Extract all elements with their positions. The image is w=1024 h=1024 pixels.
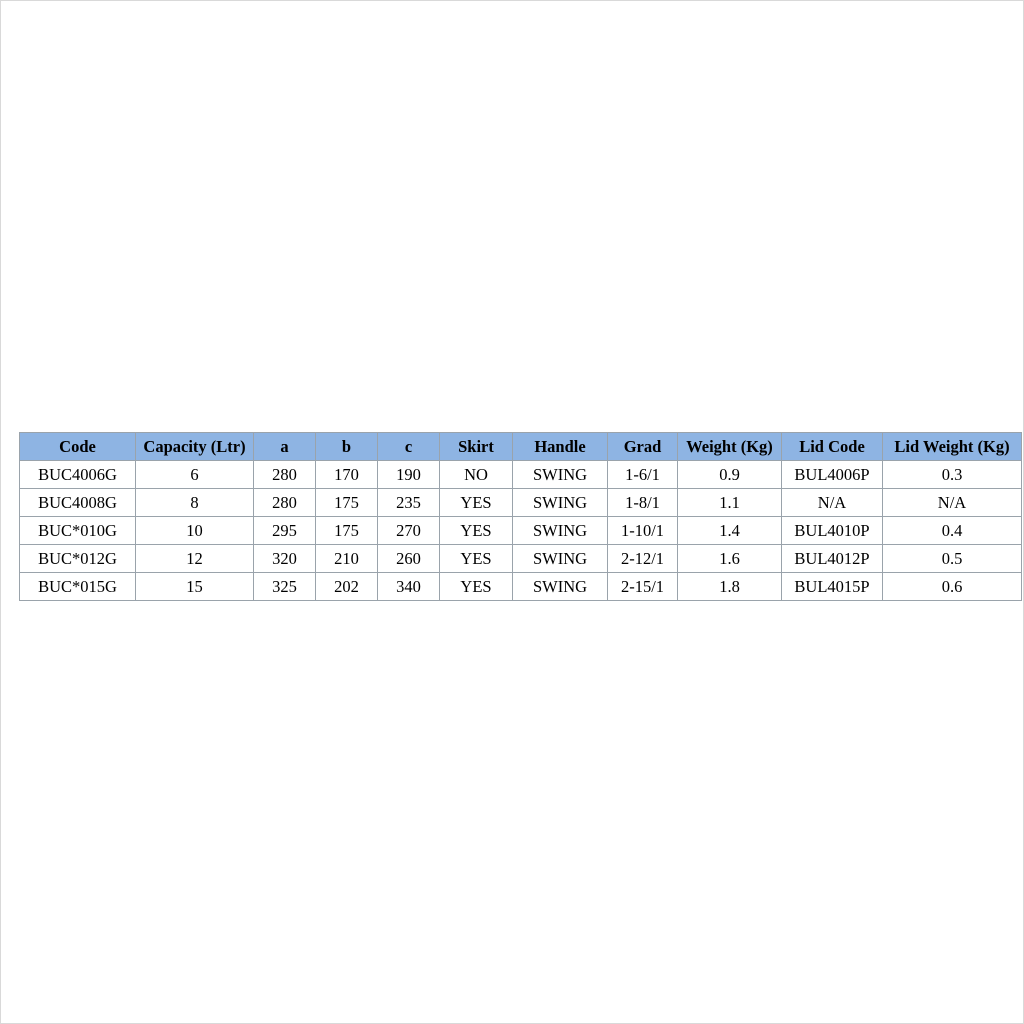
cell-c: 235 [378, 489, 440, 517]
cell-lid-code: BUL4006P [782, 461, 883, 489]
cell-skirt: NO [440, 461, 513, 489]
column-header-lid-weight: Lid Weight (Kg) [883, 433, 1022, 461]
table-row [20, 517, 1022, 545]
specification-table-container [19, 432, 1010, 601]
cell-grad: 2-12/1 [608, 545, 678, 573]
column-header-skirt: Skirt [440, 433, 513, 461]
cell-lid-weight: 0.6 [883, 573, 1022, 601]
cell-a: 280 [254, 461, 316, 489]
cell-handle: SWING [513, 545, 608, 573]
specification-table [19, 432, 1022, 601]
cell-code: BUC*015G [20, 573, 136, 601]
table-row [20, 489, 1022, 517]
column-header-weight: Weight (Kg) [678, 433, 782, 461]
cell-code: BUC*012G [20, 545, 136, 573]
cell-weight: 1.4 [678, 517, 782, 545]
cell-c: 340 [378, 573, 440, 601]
cell-b: 210 [316, 545, 378, 573]
cell-code: BUC4008G [20, 489, 136, 517]
cell-weight: 1.8 [678, 573, 782, 601]
cell-lid-code: N/A [782, 489, 883, 517]
cell-lid-weight: 0.3 [883, 461, 1022, 489]
cell-handle: SWING [513, 517, 608, 545]
cell-b: 170 [316, 461, 378, 489]
cell-skirt: YES [440, 545, 513, 573]
cell-weight: 0.9 [678, 461, 782, 489]
cell-handle: SWING [513, 489, 608, 517]
table-row [20, 461, 1022, 489]
cell-weight: 1.1 [678, 489, 782, 517]
cell-grad: 1-10/1 [608, 517, 678, 545]
cell-lid-code: BUL4012P [782, 545, 883, 573]
table-header [20, 433, 1022, 461]
table-header-row [20, 433, 1022, 461]
cell-weight: 1.6 [678, 545, 782, 573]
cell-capacity: 6 [136, 461, 254, 489]
cell-handle: SWING [513, 461, 608, 489]
cell-capacity: 15 [136, 573, 254, 601]
cell-c: 270 [378, 517, 440, 545]
cell-code: BUC*010G [20, 517, 136, 545]
cell-c: 190 [378, 461, 440, 489]
cell-lid-code: BUL4010P [782, 517, 883, 545]
cell-lid-weight: N/A [883, 489, 1022, 517]
cell-a: 325 [254, 573, 316, 601]
cell-code: BUC4006G [20, 461, 136, 489]
table-row [20, 573, 1022, 601]
cell-capacity: 10 [136, 517, 254, 545]
cell-grad: 2-15/1 [608, 573, 678, 601]
table-row [20, 545, 1022, 573]
column-header-code: Code [20, 433, 136, 461]
cell-lid-code: BUL4015P [782, 573, 883, 601]
cell-b: 175 [316, 489, 378, 517]
cell-grad: 1-6/1 [608, 461, 678, 489]
column-header-lid-code: Lid Code [782, 433, 883, 461]
cell-b: 175 [316, 517, 378, 545]
cell-lid-weight: 0.5 [883, 545, 1022, 573]
column-header-c: c [378, 433, 440, 461]
column-header-b: b [316, 433, 378, 461]
column-header-grad: Grad [608, 433, 678, 461]
cell-skirt: YES [440, 573, 513, 601]
cell-capacity: 8 [136, 489, 254, 517]
cell-c: 260 [378, 545, 440, 573]
cell-skirt: YES [440, 517, 513, 545]
column-header-a: a [254, 433, 316, 461]
cell-grad: 1-8/1 [608, 489, 678, 517]
cell-a: 320 [254, 545, 316, 573]
cell-b: 202 [316, 573, 378, 601]
cell-lid-weight: 0.4 [883, 517, 1022, 545]
cell-a: 295 [254, 517, 316, 545]
table-body [20, 461, 1022, 601]
cell-a: 280 [254, 489, 316, 517]
cell-handle: SWING [513, 573, 608, 601]
cell-skirt: YES [440, 489, 513, 517]
column-header-handle: Handle [513, 433, 608, 461]
cell-capacity: 12 [136, 545, 254, 573]
column-header-capacity: Capacity (Ltr) [136, 433, 254, 461]
